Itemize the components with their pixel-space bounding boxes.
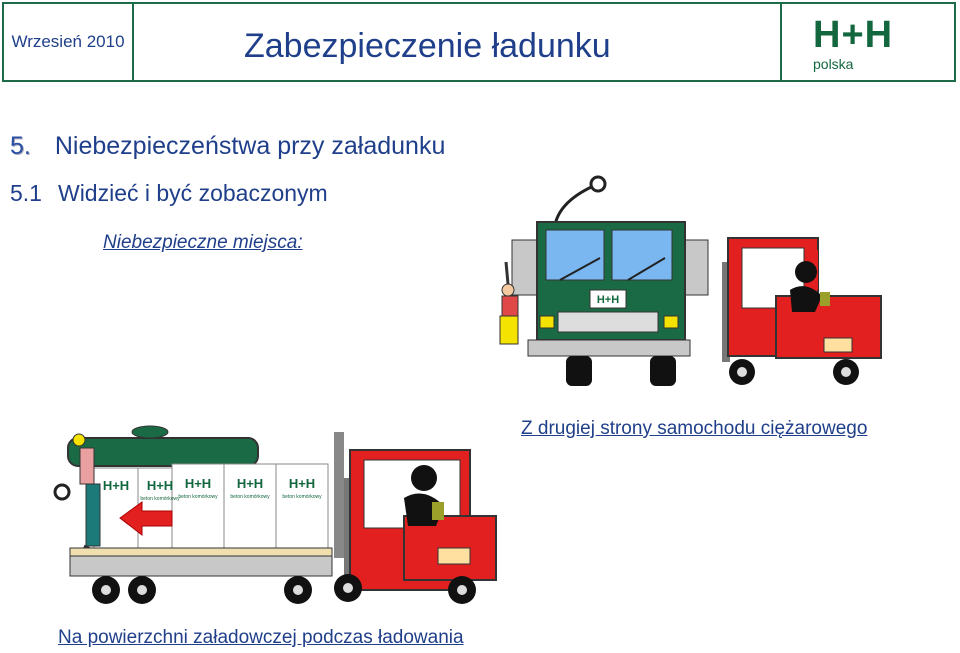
caption-loading-surface: Na powierzchni załadowczej podczas ładowania <box>58 627 464 648</box>
pallet-brand-2: H+H <box>146 478 174 493</box>
section-title: Niebezpieczeństwa przy załadunku <box>54 132 446 160</box>
pallet-product-4: beton komórkowy <box>230 494 270 500</box>
danger-zones-heading: Niebezpieczne miejsca: <box>103 232 303 253</box>
header-date: Wrzesień 2010 <box>4 4 134 80</box>
pallet-product-2: beton komórkowy <box>140 496 180 502</box>
pallet-brand-5: H+H <box>288 476 316 491</box>
section-number: 5. <box>10 132 31 160</box>
pallet-brand-3: H+H <box>184 476 212 491</box>
pallet-stack <box>94 464 328 548</box>
logo-text: H+H <box>813 14 894 56</box>
subsection-number: 5.1 <box>10 180 42 206</box>
truck-logo-text: H+H <box>596 294 620 306</box>
logo-subtitle: polska <box>813 56 854 72</box>
pallet-brand-4: H+H <box>236 476 264 491</box>
pallet-brand-1: H+H <box>102 478 130 493</box>
subsection-title: Widzieć i być zobaczonym <box>57 180 328 206</box>
pallet-product-3: beton komórkowy <box>178 494 218 500</box>
caption-other-side: Z drugiej strony samochodu ciężarowego <box>521 418 868 439</box>
pallet-product-5: beton komórkowy <box>282 494 322 500</box>
slide-title: Zabezpieczenie ładunku <box>134 4 782 80</box>
forklift-bottom <box>334 450 496 604</box>
